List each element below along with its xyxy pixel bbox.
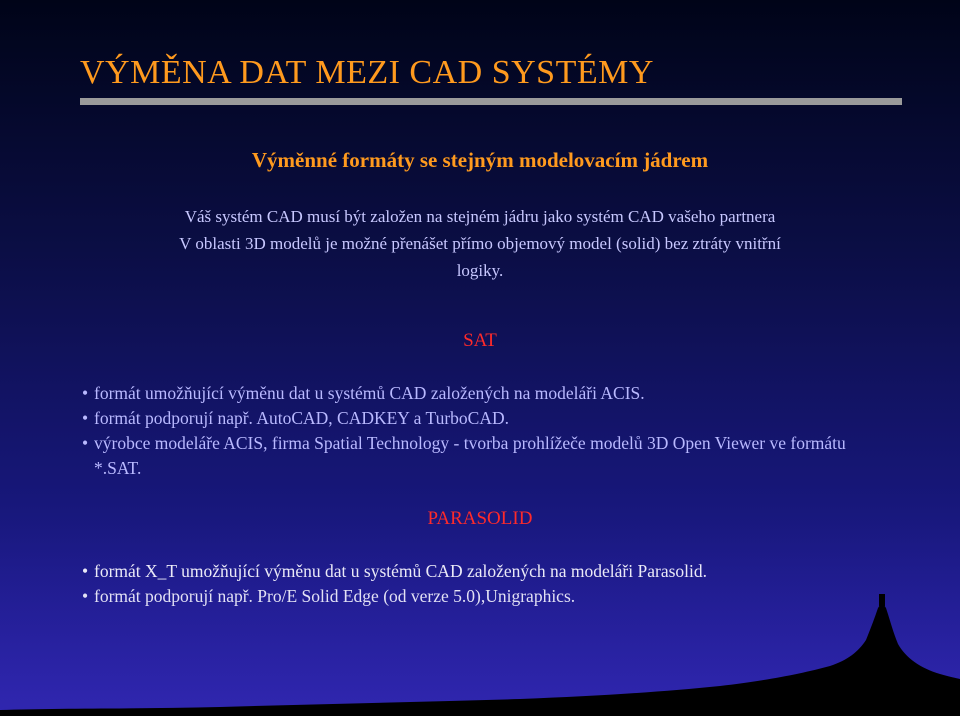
list-item-text: formát podporují např. AutoCAD, CADKEY a TurboCAD. xyxy=(94,408,509,428)
list-item xyxy=(82,431,882,481)
intro-line: V oblasti 3D modelů je možné přenášet přímo objemový model (solid) bez ztráty vnitřní xyxy=(179,234,781,253)
title-underline xyxy=(80,98,902,105)
intro-line: logiky. xyxy=(456,261,504,280)
slide-subtitle: Výměnné formáty se stejným modelovacím jádrem xyxy=(251,148,709,172)
list-item-text: výrobce modeláře ACIS, firma Spatial Technology - tvorba prohlížeče modelů 3D Open Viewer ve formátu *.SAT. xyxy=(94,433,846,478)
slide-title: VÝMĚNA DAT MEZI CAD SYSTÉMY xyxy=(80,54,654,91)
intro-paragraph xyxy=(88,203,872,284)
list-item xyxy=(82,406,882,431)
list-item xyxy=(82,381,882,406)
sat-heading: SAT xyxy=(463,330,497,351)
bullet-icon: • xyxy=(82,433,89,453)
bullet-icon: • xyxy=(82,383,89,403)
list-item-text: formát umožňující výměnu dat u systémů CAD založených na modeláři ACIS. xyxy=(94,383,645,403)
sat-bullet-list xyxy=(82,381,882,481)
mountain-silhouette-icon xyxy=(0,516,960,716)
bullet-icon: • xyxy=(82,408,89,428)
intro-line: Váš systém CAD musí být založen na stejném jádru jako systém CAD vašeho partnera xyxy=(184,207,776,226)
